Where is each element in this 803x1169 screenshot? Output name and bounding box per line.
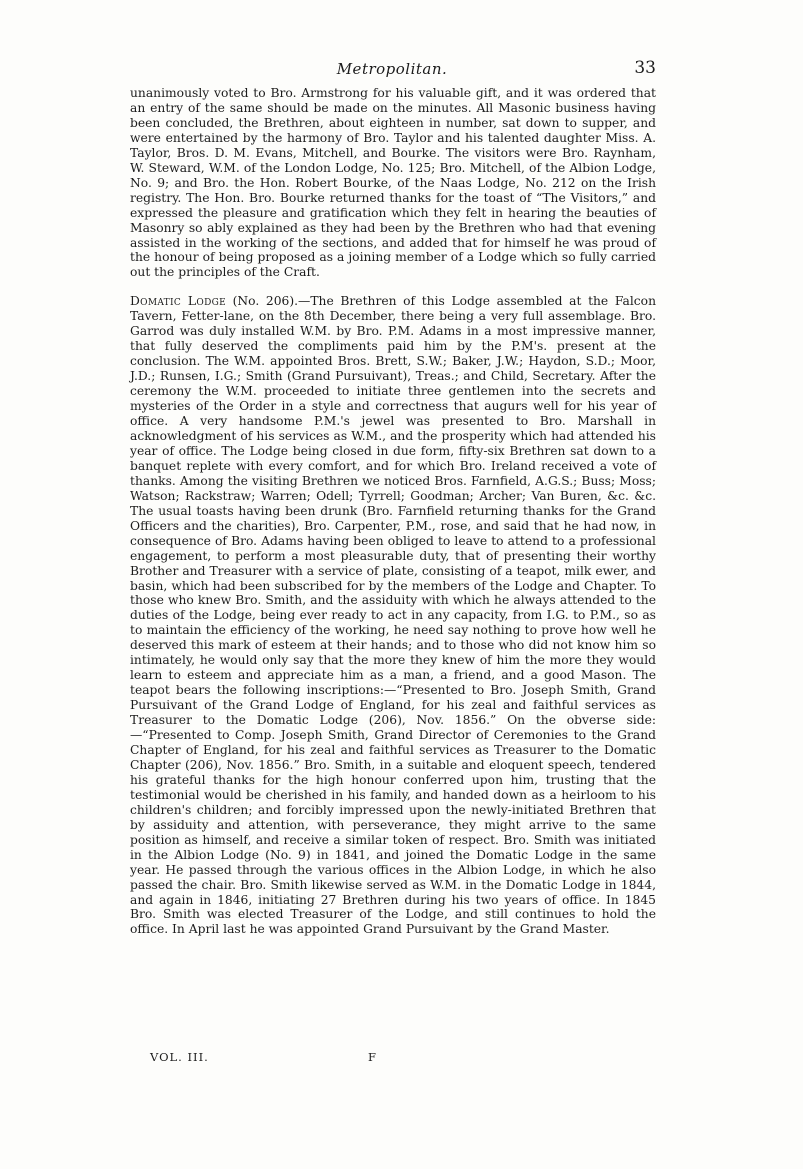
page-number: 33: [634, 58, 656, 78]
signature-mark: F: [368, 1050, 376, 1064]
page-footer: [150, 1050, 450, 1066]
paragraph: [130, 86, 656, 280]
running-title: Metropolitan.: [336, 60, 448, 78]
page-header: [128, 60, 656, 82]
paragraph-text: unanimously voted to Bro. Armstrong for his valuable gift, and it was ordered that an entry of the same should be made on the minutes. All Masonic business having been concluded, the Brethren, about eighteen in number, sat down to supper, and were entertained by the harmony of Bro. Taylor and his talented daughter Miss. A. Taylor, Bros. D. M. Evans, Mitchell, and Bourke. The visitors were Bro. Raynham, W. Steward, W.M. of the London Lodge, No. 125; Bro. Mitchell, of the Albion Lodge, No. 9; and Bro. the Hon. Robert Bourke, of the Naas Lodge, No. 212 on the Irish registry. The Hon. Bro. Bourke returned thanks for the toast of “The Visitors,” and expressed the pleasure and gratification which they felt in hearing the beauties of Masonry so ably explained as they had been by the Brethren who had that evening assisted in the working of the sections, and added that for himself he was proud of the honour of being proposed as a joining member of a Lodge which so fully carried out the principles of the Craft.: [130, 86, 656, 280]
paragraph: [130, 294, 656, 937]
volume-label: VOL. III.: [150, 1050, 209, 1064]
article-body: [130, 86, 656, 937]
paragraph-text: (No. 206).—The Brethren of this Lodge assembled at the Falcon Tavern, Fetter-lane, on the 8th December, there being a very full assemblage. Bro. Garrod was duly installed W.M. by Bro. P.M. Adams in a most impressive manner, that fully deserved the compliments paid him by the P.M's. present at the conclusion. The W.M. appointed Bros. Brett, S.W.; Baker, J.W.; Haydon, S.D.; Moor, J.D.; Runsen, I.G.; Smith (Grand Pursuivant), Treas.; and Child, Secretary. After the ceremony the W.M. proceeded to initiate three gentlemen into the secrets and mysteries of the Order in a style and correctness that augurs well for his year of office. A very handsome P.M.'s jewel was presented to Bro. Marshall in acknowledgment of his services as W.M., and the prosperity which had attended his year of office. The Lodge being closed in due form, fifty-six Brethren sat down to a banquet replete with every comfort, and for which Bro. Ireland received a vote of thanks. Among the visiting Brethren we noticed Bros. Farnfield, A.G.S.; Buss; Moss; Watson; Rackstraw; Warren; Odell; Tyrrell; Goodman; Archer; Van Buren, &c. &c. The usual toasts having been drunk (Bro. Farnfield returning thanks for the Grand Officers and the charities), Bro. Carpenter, P.M., rose, and said that he had now, in consequence of Bro. Adams having been obliged to leave to attend to a professional engagement, to perform a most pleasurable duty, that of presenting their worthy Brother and Treasurer with a service of plate, consisting of a teapot, milk ewer, and basin, which had been subscribed for by the members of the Lodge and Chapter. To those who knew Bro. Smith, and the assiduity with which he always attended to the duties of the Lodge, being ever ready to act in any capacity, from I.G. to P.M., so as to maintain the efficiency of the working, he need say nothing to prove how well he deserved this mark of esteem at their hands; and to those who did not know him so intimately, he would only say that the more they knew of him the more they would learn to esteem and appreciate him as a man, a friend, and a good Mason. The teapot bears the following inscriptions:—“Presented to Bro. Joseph Smith, Grand Pursuivant of the Grand Lodge of England, for his zeal and faithful services as Treasurer to the Domatic Lodge (206), Nov. 1856.” On the obverse side:—“Presented to Comp. Joseph Smith, Grand Director of Ceremonies to the Grand Chapter of England, for his zeal and faithful services as Treasurer to the Domatic Chapter (206), Nov. 1856.” Bro. Smith, in a suitable and eloquent speech, tendered his grateful thanks for the high honour conferred upon him, trusting that the testimonial would be cherished in his family, and handed down as a heirloom to his children's children; and forcibly impressed upon the newly-initiated Brethren that by assiduity and attention, with perseverance, they might arrive to the same position as himself, and receive a similar token of respect. Bro. Smith was initiated in the Albion Lodge (No. 9) in 1841, and joined the Domatic Lodge in the same year. He passed through the various offices in the Albion Lodge, in which he also passed the chair. Bro. Smith likewise served as W.M. in the Domatic Lodge in 1844, and again in 1846, initiating 27 Brethren during his two years of office. In 1845 Bro. Smith was elected Treasurer of the Lodge, and still continues to hold the office. In April last he was appointed Grand Pursuivant by the Grand Master.: [130, 294, 657, 937]
lodge-heading: Domatic Lodge: [130, 294, 226, 309]
